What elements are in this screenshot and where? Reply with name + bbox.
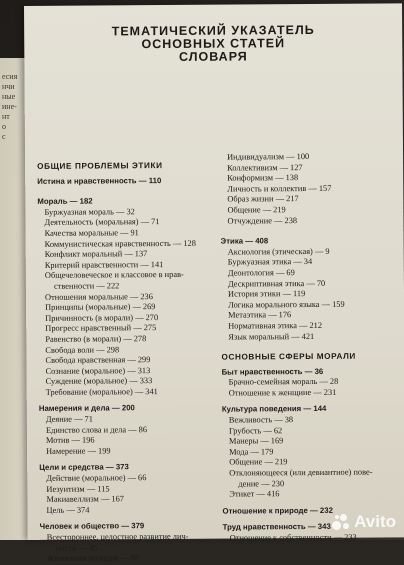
index-entry: Мотив — 196 xyxy=(46,435,95,446)
index-entry: Всестороннее, целостное развитие лич- xyxy=(46,531,189,542)
index-entry: Иезуитизм — 115 xyxy=(46,484,110,494)
under-page-fragment: с xyxy=(2,132,6,141)
right-entries xyxy=(220,151,399,342)
index-entry: Индивидуализм — 100 xyxy=(227,152,310,162)
section-heading: ОБЩИЕ ПРОБЛЕМЫ ЭТИКИ xyxy=(37,161,163,171)
index-entry: Цель — 374 xyxy=(46,505,90,515)
index-entry: Единство слова и дела — 86 xyxy=(45,424,148,435)
avito-watermark xyxy=(332,512,396,532)
index-entry: Макиавеллизм — 167 xyxy=(46,494,124,505)
index-entry: Коммунистическая нравственность — 128 xyxy=(44,238,196,249)
title-line: ОСНОВНЫХ СТАТЕЙ xyxy=(141,36,286,52)
index-entry: Причинность (в морали) — 270 xyxy=(45,312,159,323)
index-entry: Манеры — 169 xyxy=(229,436,284,446)
index-topic: Отношение к природе — 232 xyxy=(222,505,333,516)
index-topic: Культура поведения — 144 xyxy=(221,404,327,415)
index-entry: Жизненная позиция — 88 xyxy=(46,553,140,564)
index-topic: Мораль — 182 xyxy=(37,196,93,207)
index-entry: Равенство (в морали) — 278 xyxy=(45,334,147,344)
under-page-fragment: ине- xyxy=(2,102,17,111)
index-entry: Прогресс нравственный — 275 xyxy=(45,323,157,334)
index-entry: Образ жизни — 217 xyxy=(227,194,299,204)
index-entry: Намерение — 199 xyxy=(46,446,111,456)
index-entry: Брачно-семейная мораль — 28 xyxy=(228,377,339,387)
index-entry: Этикет — 416 xyxy=(229,489,280,499)
index-entry: Качества моральные — 91 xyxy=(44,228,139,238)
index-topic: Этика — 408 xyxy=(220,236,269,246)
index-topic: Намерения и дела — 200 xyxy=(38,403,135,414)
index-topic: Труд нравственность — 343 xyxy=(222,522,331,533)
index-entry: Критерий нравственности — 141 xyxy=(44,259,164,270)
index-entry: Сознание (моральное) — 313 xyxy=(45,365,151,376)
left-column xyxy=(37,155,215,565)
index-entry: ственности — 222 xyxy=(53,281,120,291)
index-entry: Конфликт моральный — 137 xyxy=(44,249,148,260)
index-entry: Требование (моральное) — 341 xyxy=(45,386,158,397)
index-entry: Коллективизм — 127 xyxy=(227,162,303,173)
index-topic: Цели и средства — 373 xyxy=(39,462,129,473)
title-line: ТЕМАТИЧЕСКИЙ УКАЗАТЕЛЬ xyxy=(111,22,315,39)
under-page-fragment: о xyxy=(2,122,6,131)
index-entry: Свобода нравственная — 299 xyxy=(45,355,151,365)
section-heading: ОСНОВНЫЕ СФЕРЫ МОРАЛИ xyxy=(221,351,356,362)
index-entry: Отношение к собственности — 233 xyxy=(229,532,357,543)
index-entry: Отчуждение — 238 xyxy=(227,215,298,226)
index-entry: Метаэтика — 176 xyxy=(228,310,292,320)
under-page-fragment: нт xyxy=(2,112,10,121)
book-page xyxy=(24,3,404,564)
index-entry: Свобода воли — 298 xyxy=(45,344,120,355)
page-title xyxy=(24,23,402,65)
avito-logo-icon xyxy=(332,513,350,531)
index-entry: Язык моральный — 421 xyxy=(228,331,315,342)
index-topic: Истина и нравственность — 110 xyxy=(37,175,162,186)
index-entry: Деонтология — 69 xyxy=(227,268,295,278)
index-entry: Общение — 219 xyxy=(229,457,288,468)
index-entry: Принципы (моральные) — 269 xyxy=(45,302,156,312)
index-entry: Конформизм — 138 xyxy=(227,173,299,183)
index-topic: Быт нравственность — 36 xyxy=(221,366,324,377)
index-entry: Общение — 219 xyxy=(227,205,286,215)
index-entry: ности — 45 xyxy=(55,543,98,553)
index-entry: Дескриптивная этика — 70 xyxy=(227,278,326,289)
index-entry: Мода — 179 xyxy=(229,447,274,457)
title-line: СЛОВАРЯ xyxy=(178,49,248,64)
index-entry: Деятельность (моральная) — 71 xyxy=(44,217,160,228)
under-page-fragment: есия xyxy=(2,72,18,81)
watermark-text: Avito xyxy=(354,512,396,531)
index-entry: Действие (моральное) — 66 xyxy=(46,473,147,483)
index-entry: Аксиология (этическая) — 9 xyxy=(227,246,330,257)
index-entry: Буржуазная этика — 34 xyxy=(227,257,313,267)
index-entry: Личность и коллектив — 157 xyxy=(227,183,332,194)
index-entry: Общечеловеческое и классовое в нрав- xyxy=(44,270,184,281)
index-entry: Отношение к женщине — 231 xyxy=(228,387,337,398)
under-page-fragment: ные xyxy=(2,92,16,101)
index-topic: Человек и общество — 379 xyxy=(39,521,145,532)
index-entry: История этики — 119 xyxy=(227,289,306,299)
index-entry: Отношения моральные — 236 xyxy=(44,291,153,302)
index-entry: Отклоняющееся (или девиантное) пове- xyxy=(229,467,373,478)
index-entry: Деяние — 71 xyxy=(45,414,93,424)
right-column xyxy=(220,151,401,544)
index-entry: Суждение (моральное) — 333 xyxy=(45,376,153,387)
index-entry: Логика морального языка — 159 xyxy=(228,299,345,310)
index-entry: Грубость — 62 xyxy=(228,425,283,436)
index-entry: Вежливость — 38 xyxy=(228,415,294,425)
index-entry: Нормативная этика — 212 xyxy=(228,320,323,331)
index-entry: Буржуазная мораль — 32 xyxy=(44,207,135,217)
index-entry: дение — 230 xyxy=(238,478,285,489)
left-entries xyxy=(37,175,215,564)
under-page-fragment: нчи xyxy=(2,82,15,91)
